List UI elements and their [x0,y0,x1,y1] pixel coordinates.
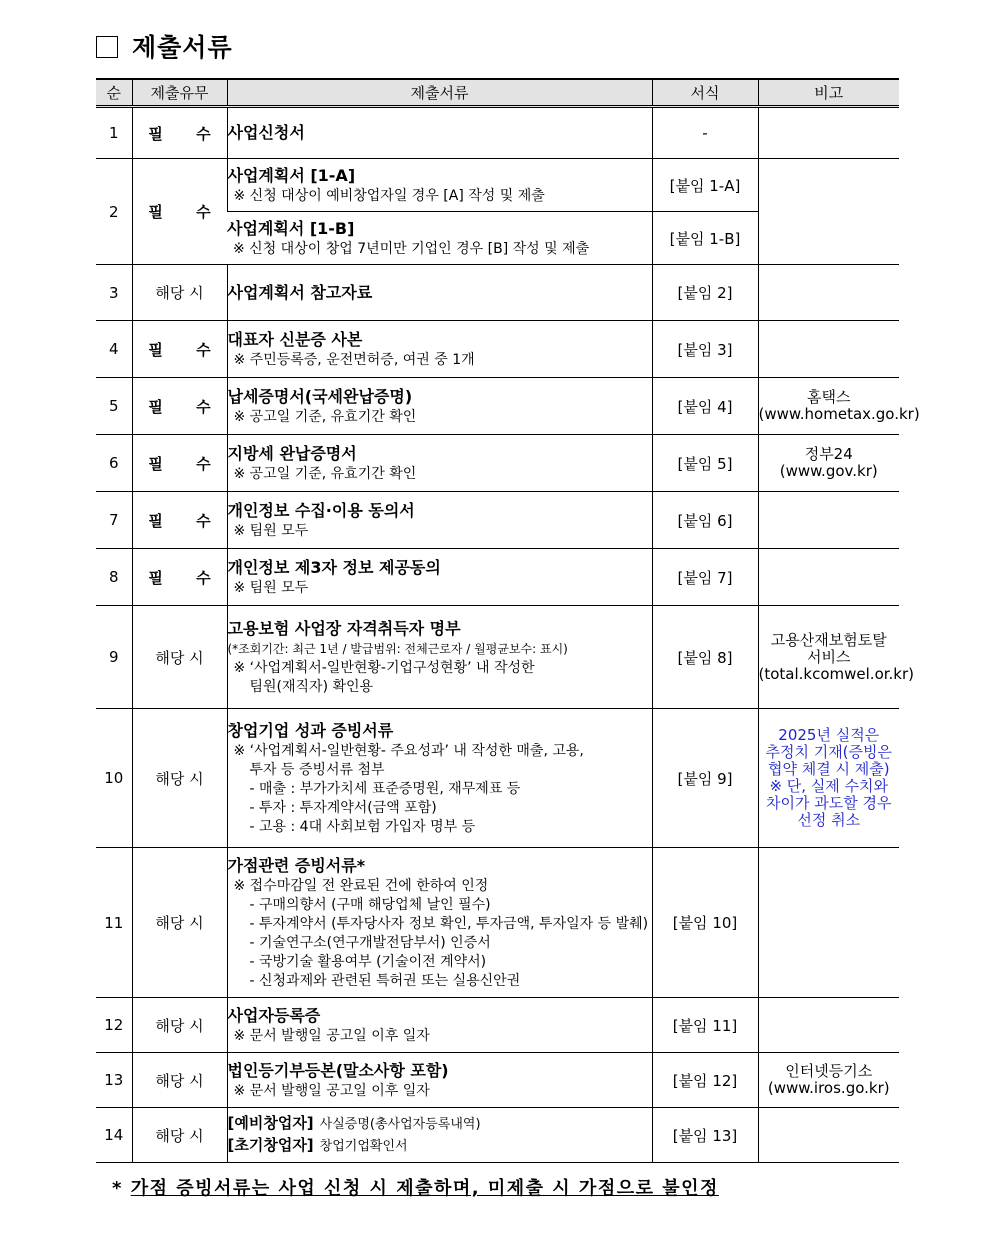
row-number: 14 [96,1108,132,1163]
doc-title: 납세증명서(국세완납증명) [227,386,413,406]
doc-title: 사업계획서 [1-A] [227,165,356,185]
remark-cell [758,1053,899,1108]
document-cell [227,709,652,848]
form-cell: [붙임 10] [652,848,758,998]
form-cell: [붙임 4] [652,378,758,435]
doc-note: ※ 문서 발행일 공고일 이후 일자 [233,1027,430,1044]
remark-cell [758,1108,899,1163]
document-cell [227,492,652,549]
page-title: 제출서류 [132,33,233,62]
remark-cell [758,709,899,848]
table-row [96,321,899,378]
submission-status: 필 수 [132,492,227,549]
submission-status: 필 수 [132,107,227,159]
submission-status: 해당 시 [132,1053,227,1108]
row-number: 12 [96,998,132,1053]
remark-line: 서비스 [807,647,851,666]
doc-line-text: 창업기업확인서 [319,1139,408,1154]
form-cell: [붙임 7] [652,549,758,606]
form-cell: [붙임 1-A] [652,159,758,212]
table-row [96,549,899,606]
header-num: 순 [96,79,132,107]
row-number: 11 [96,848,132,998]
remark-cell [758,848,899,998]
doc-line-label: [예비창업자] [227,1114,314,1132]
table-row [96,709,899,848]
remark-line: 협약 체결 시 제출) [767,760,890,778]
remark-cell [758,321,899,378]
form-cell: [붙임 3] [652,321,758,378]
submission-status: 해당 시 [132,709,227,848]
doc-note: ※ 문서 발행일 공고일 이후 일자 [233,1082,430,1099]
remark-cell [758,159,899,265]
doc-title: 대표자 신분증 사본 [227,329,363,349]
doc-note: ※ 주민등록증, 운전면허증, 여권 중 1개 [233,351,475,368]
doc-note: - 투자계약서 (투자당사자 정보 확인, 투자금액, 투자일자 등 발췌) [249,915,649,932]
doc-title: 지방세 완납증명서 [227,443,357,463]
row-number: 4 [96,321,132,378]
document-cell [227,212,652,265]
doc-line-text: 사실증명(총사업자등록내역) [319,1117,481,1132]
document-cell [227,549,652,606]
remark-line: 추정치 기재(증빙은 [765,743,893,761]
document-cell [227,1108,652,1163]
row-number: 3 [96,265,132,321]
doc-note: ※ 팀원 모두 [233,579,309,596]
row-number: 2 [96,159,132,265]
remark-line: (total.kcomwel.or.kr) [758,664,915,683]
doc-note: 팀원(재직자) 확인용 [249,678,374,695]
submission-status: 필 수 [132,321,227,378]
remark-cell [758,492,899,549]
submission-status: 필 수 [132,435,227,492]
doc-note: ※ 팀원 모두 [233,522,309,539]
doc-line [228,1135,652,1157]
doc-note: ※ 신청 대상이 창업 7년미만 기업인 경우 [B] 작성 및 제출 [233,240,590,257]
doc-note: - 투자 : 투자계약서(금액 포함) [249,799,437,816]
doc-note: - 매출 : 부가가치세 표준증명원, 재무제표 등 [249,780,521,797]
remark-line: 차이가 과도할 경우 [766,794,892,812]
table-row [96,492,899,549]
document-cell [227,848,652,998]
header-docs: 제출서류 [227,79,652,107]
table-row [96,265,899,321]
documents-table [96,78,920,1163]
submission-status: 필 수 [132,378,227,435]
footnote-text: 가점 증빙서류는 사업 신청 시 제출하며, 미제출 시 가점으로 불인정 [130,1178,719,1199]
remark-cell [758,265,899,321]
document-cell [227,159,652,212]
table-row [96,107,899,159]
remark-line: 홈택스 [807,388,851,406]
document-cell [227,321,652,378]
doc-note: ※ ‘사업계획서-일반현황- 주요성과’ 내 작성한 매출, 고용, [233,742,584,759]
form-cell: [붙임 12] [652,1053,758,1108]
doc-note: ※ 신청 대상이 예비창업자일 경우 [A] 작성 및 제출 [233,187,545,204]
document-cell [227,998,652,1053]
submission-status: 필 수 [132,549,227,606]
row-number: 5 [96,378,132,435]
remark-line: (www.iros.go.kr) [767,1079,890,1097]
remark-cell [758,435,899,492]
remark-line: (www.gov.kr) [779,462,878,480]
row-number: 8 [96,549,132,606]
doc-title: 사업자등록증 [227,1005,321,1025]
submission-status: 해당 시 [132,606,227,709]
document-cell [227,1053,652,1108]
table-row [96,1108,899,1163]
form-cell: [붙임 5] [652,435,758,492]
document-cell [227,435,652,492]
submission-status: 해당 시 [132,848,227,998]
table-row [96,159,899,212]
doc-title: 고용보험 사업장 자격취득자 명부 [227,618,461,638]
submission-status: 해당 시 [132,265,227,321]
footnote-mark: * [112,1178,123,1199]
form-cell: [붙임 2] [652,265,758,321]
form-cell: [붙임 13] [652,1108,758,1163]
table-row [96,378,899,435]
remark-cell [758,378,920,435]
table-body [96,107,920,1163]
submission-status: 해당 시 [132,1108,227,1163]
doc-line [228,1113,652,1135]
row-number: 6 [96,435,132,492]
doc-note: - 고용 : 4대 사회보험 가입자 명부 등 [249,818,476,835]
doc-title: 사업계획서 [1-B] [227,218,355,238]
table-row [96,998,899,1053]
table-row [96,1053,899,1108]
doc-line-label: [초기창업자] [227,1136,314,1154]
row-number: 13 [96,1053,132,1108]
remark-cell [758,606,915,709]
remark-line: ※ 단, 실제 수치와 [769,777,889,795]
footnote [112,1174,719,1200]
row-number: 1 [96,107,132,159]
remark-cell [758,107,899,159]
remark-line: 정부24 [804,445,853,463]
checkbox-square-icon [96,36,118,58]
doc-note: ※ ‘사업계획서-일반현황-기업구성현황’ 내 작성한 [233,659,535,676]
doc-title: 가점관련 증빙서류* [227,855,366,875]
row-number: 10 [96,709,132,848]
table-row [96,435,899,492]
row-number: 9 [96,606,132,709]
remark-cell [758,998,899,1053]
doc-title: 법인등기부등본(말소사항 포함) [227,1060,449,1080]
table-row [96,848,899,998]
remark-line: 선정 취소 [797,811,861,829]
section-title [96,28,233,64]
doc-title: 개인정보 수집·이용 동의서 [227,500,415,520]
doc-note: ※ 접수마감일 전 완료된 건에 한하여 인정 [233,877,489,894]
doc-note: - 구매의향서 (구매 해당업체 날인 필수) [249,896,491,913]
header-form: 서식 [652,79,758,107]
remark-line: 고용산재보험토탈 [770,630,887,649]
doc-title: 개인정보 제3자 정보 제공동의 [227,557,441,577]
header-req: 제출유무 [132,79,227,107]
table-header-row [96,79,899,107]
doc-title: 창업기업 성과 증빙서류 [227,720,394,740]
remark-line: 인터넷등기소 [785,1062,873,1080]
form-cell: [붙임 9] [652,709,758,848]
doc-note: ※ 공고일 기준, 유효기간 확인 [233,408,417,425]
doc-note: ※ 공고일 기준, 유효기간 확인 [233,465,417,482]
doc-title: 사업계획서 참고자료 [227,282,373,302]
doc-note: 투자 등 증빙서류 첨부 [249,761,385,778]
document-cell [227,606,652,709]
form-cell: [붙임 11] [652,998,758,1053]
header-note: 비고 [758,79,899,107]
remark-line: 2025년 실적은 [778,726,880,744]
row-number: 7 [96,492,132,549]
document-cell [227,107,652,159]
doc-note: - 기술연구소(연구개발전담부서) 인증서 [249,934,491,951]
remark-cell [758,549,899,606]
submission-status: 해당 시 [132,998,227,1053]
remark-line: (www.hometax.go.kr) [758,405,920,423]
form-cell: [붙임 6] [652,492,758,549]
doc-note: - 국방기술 활용여부 (기술이전 계약서) [249,953,487,970]
form-cell: - [652,107,758,159]
submission-status: 필 수 [132,159,227,265]
doc-condition: (*조회기간: 최근 1년 / 발급범위: 전체근로자 / 월평균보수: 표시) [227,641,568,656]
form-cell: [붙임 8] [652,606,758,709]
doc-title: 사업신청서 [227,123,305,142]
doc-note: - 신청과제와 관련된 특허권 또는 실용신안권 [249,972,521,989]
document-cell [227,265,652,321]
table-row [96,606,899,709]
form-cell: [붙임 1-B] [652,212,758,265]
document-cell [227,378,652,435]
